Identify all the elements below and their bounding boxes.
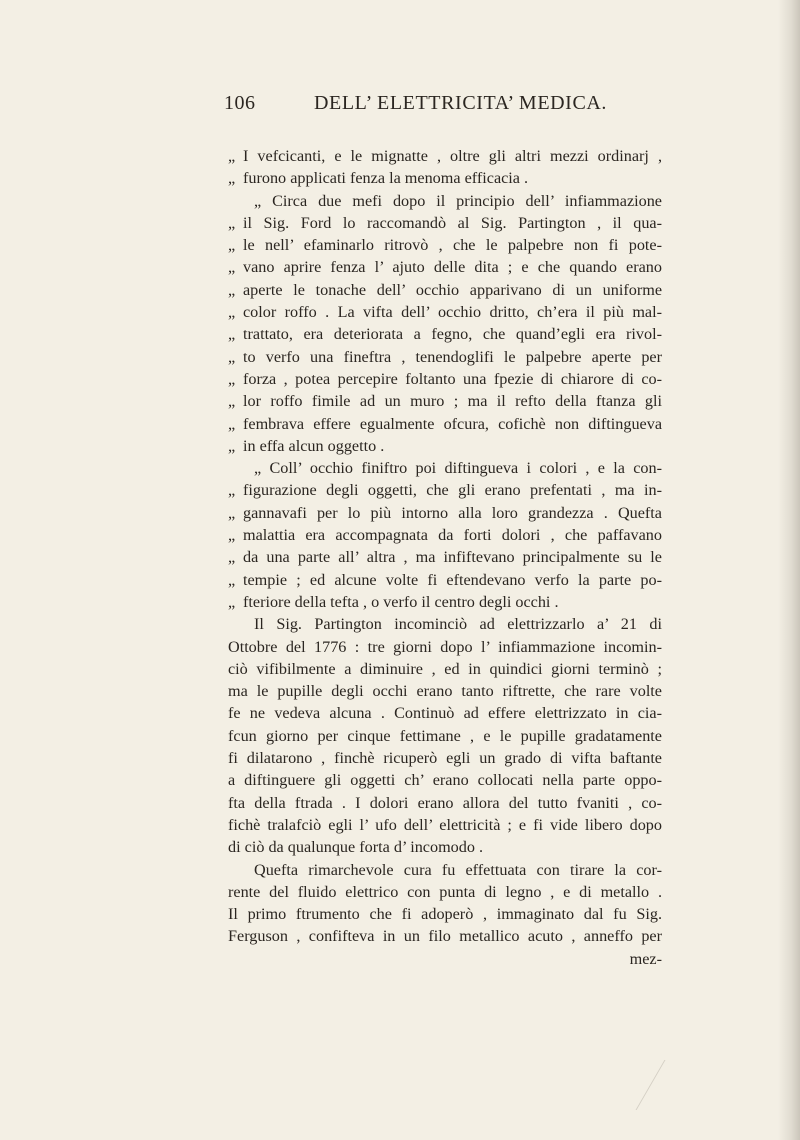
line-text: fichè tralafciò egli l’ ufo dell’ elettricità ; e fi vide libero dopo	[228, 815, 662, 834]
text-line	[228, 658, 662, 680]
quotation-mark: „	[228, 436, 236, 455]
text-line	[228, 145, 662, 167]
text-line	[228, 301, 662, 323]
line-text: da una parte all’ altra , ma infiftevano principalmente su le	[243, 548, 662, 567]
line-text: fcun giorno per cinque fettimane , e le pupille gradatamente	[228, 726, 662, 745]
line-text: malattia era accompagnata da forti dolori , che paffavano	[243, 526, 662, 545]
text-line	[228, 502, 662, 524]
text-line	[228, 524, 662, 546]
quotation-mark: „	[228, 169, 236, 188]
line-text: lor roffo fimile ad un muro ; ma il refto della ftanza gli	[243, 392, 662, 411]
line-text: tempie ; ed alcune volte fi eftendevano verfo la parte po-	[243, 570, 662, 589]
quotation-mark: „	[228, 503, 236, 522]
line-text: fe ne vedeva alcuna . Continuò ad effere elettrizzato in cia-	[228, 704, 662, 723]
text-line	[228, 903, 662, 925]
line-text: in effa alcun oggetto .	[243, 436, 385, 455]
text-line	[228, 569, 662, 591]
text-line	[228, 368, 662, 390]
line-text: Ottobre del 1776 : tre giorni dopo l’ infiammazione incomin-	[228, 637, 662, 656]
text-line	[228, 190, 662, 212]
line-text: il Sig. Ford lo raccomandò al Sig. Partington , il qua-	[243, 213, 662, 232]
text-line	[228, 859, 662, 881]
page-number: 106	[224, 92, 256, 114]
quotation-mark: „	[228, 414, 236, 433]
text-line	[228, 390, 662, 412]
quotation-mark: „	[228, 592, 236, 611]
quotation-mark: „	[228, 303, 236, 322]
text-line	[228, 167, 662, 189]
quotation-mark: „	[228, 526, 236, 545]
line-text: rente del fluido elettrico con punta di legno , e di metallo .	[228, 882, 662, 901]
line-text: Il primo ftrumento che fi adoperò , immaginato dal fu Sig.	[228, 905, 662, 924]
line-text: le nell’ efaminarlo ritrovò , che le palpebre non fi pote-	[243, 236, 662, 255]
text-line	[228, 747, 662, 769]
text-line	[228, 346, 662, 368]
quotation-mark: „	[228, 548, 236, 567]
line-text: fta della ftrada . I dolori erano allora del tutto fvaniti , co-	[228, 793, 662, 812]
line-text: fembrava effere egualmente ofcura, cofichè non diftingueva	[243, 414, 662, 433]
text-line	[228, 279, 662, 301]
quotation-mark: „	[228, 236, 236, 255]
quotation-mark: „	[228, 280, 236, 299]
line-text: a diftinguere gli oggetti ch’ erano collocati nella parte oppo-	[228, 771, 662, 790]
quotation-mark: „	[228, 369, 236, 388]
quotation-mark: „	[228, 325, 236, 344]
page-header	[224, 92, 656, 122]
quotation-mark: „	[228, 147, 236, 165]
text-line	[228, 546, 662, 568]
line-text: „ Coll’ occhio finiftro poi diftingueva i colori , e la con-	[254, 459, 662, 478]
line-text: figurazione degli oggetti, che gli erano prefentati , ma in-	[243, 481, 662, 500]
line-text: ma le pupille degli occhi erano tanto riftrette, che rare volte	[228, 682, 662, 701]
text-line	[228, 323, 662, 345]
text-line	[228, 479, 662, 501]
text-line	[228, 212, 662, 234]
text-line	[228, 836, 662, 858]
line-text: Quefta rimarchevole cura fu effettuata con tirare la cor-	[254, 860, 662, 879]
line-text: furono applicati fenza la menoma efficacia .	[243, 169, 529, 188]
line-text: vano aprire fenza l’ ajuto delle dita ; e che quando erano	[243, 258, 662, 277]
line-text: ciò vifibilmente a diminuire , ed in quindici giorni terminò ;	[228, 659, 662, 678]
line-text: Ferguson , confifteva in un filo metallico acuto , anneffo per	[228, 927, 662, 946]
quotation-mark: „	[228, 481, 236, 500]
text-line	[228, 413, 662, 435]
line-text: aperte le tonache dell’ occhio apparivano di un uniforme	[243, 280, 662, 299]
text-line	[228, 725, 662, 747]
line-text: I vefcicanti, e le mignatte , oltre gli altri mezzi ordinarj ,	[243, 147, 662, 165]
text-line	[228, 435, 662, 457]
text-line	[228, 613, 662, 635]
quotation-mark: „	[228, 570, 236, 589]
quotation-mark: „	[228, 347, 236, 366]
text-line	[228, 925, 662, 947]
scan-mark	[636, 1060, 726, 1110]
text-lines	[228, 145, 662, 948]
quotation-mark: „	[228, 392, 236, 411]
line-text: „ Circa due mefi dopo il principio dell’ infiammazione	[254, 191, 662, 210]
text-line	[228, 457, 662, 479]
body-text	[228, 145, 662, 970]
text-line	[228, 680, 662, 702]
line-text: gannavafi per lo più intorno alla loro grandezza . Quefta	[243, 503, 662, 522]
quotation-mark: „	[228, 213, 236, 232]
line-text: fteriore della tefta , o verfo il centro degli occhi .	[243, 592, 559, 611]
text-line	[228, 234, 662, 256]
text-line	[228, 591, 662, 613]
text-line	[228, 769, 662, 791]
text-line	[228, 814, 662, 836]
text-line	[228, 792, 662, 814]
line-text: forza , potea percepire foltanto una fpezie di chiarore di co-	[243, 369, 662, 388]
line-text: color roffo . La vifta dell’ occhio dritto, ch’era il più mal-	[243, 303, 662, 322]
page-edge-shadow	[778, 0, 800, 1140]
line-text: fi dilatarono , finchè ricuperò egli un grado di vifta baftante	[228, 749, 662, 768]
line-text: di ciò da qualunque forta d’ incomodo .	[228, 838, 484, 857]
line-text: trattato, era deteriorata a fegno, che quand’egli era rivol-	[243, 325, 662, 344]
catchword: mez-	[629, 949, 662, 968]
text-line	[228, 636, 662, 658]
running-head: DELL’ ELETTRICITA’ MEDICA.	[314, 92, 608, 114]
text-line	[228, 256, 662, 278]
line-text: to verfo una fineftra , tenendoglifi le palpebre aperte per	[243, 347, 662, 366]
quotation-mark: „	[228, 258, 236, 277]
text-line	[228, 881, 662, 903]
line-text: Il Sig. Partington incominciò ad elettrizzarlo a’ 21 di	[254, 615, 662, 634]
text-line	[228, 702, 662, 724]
